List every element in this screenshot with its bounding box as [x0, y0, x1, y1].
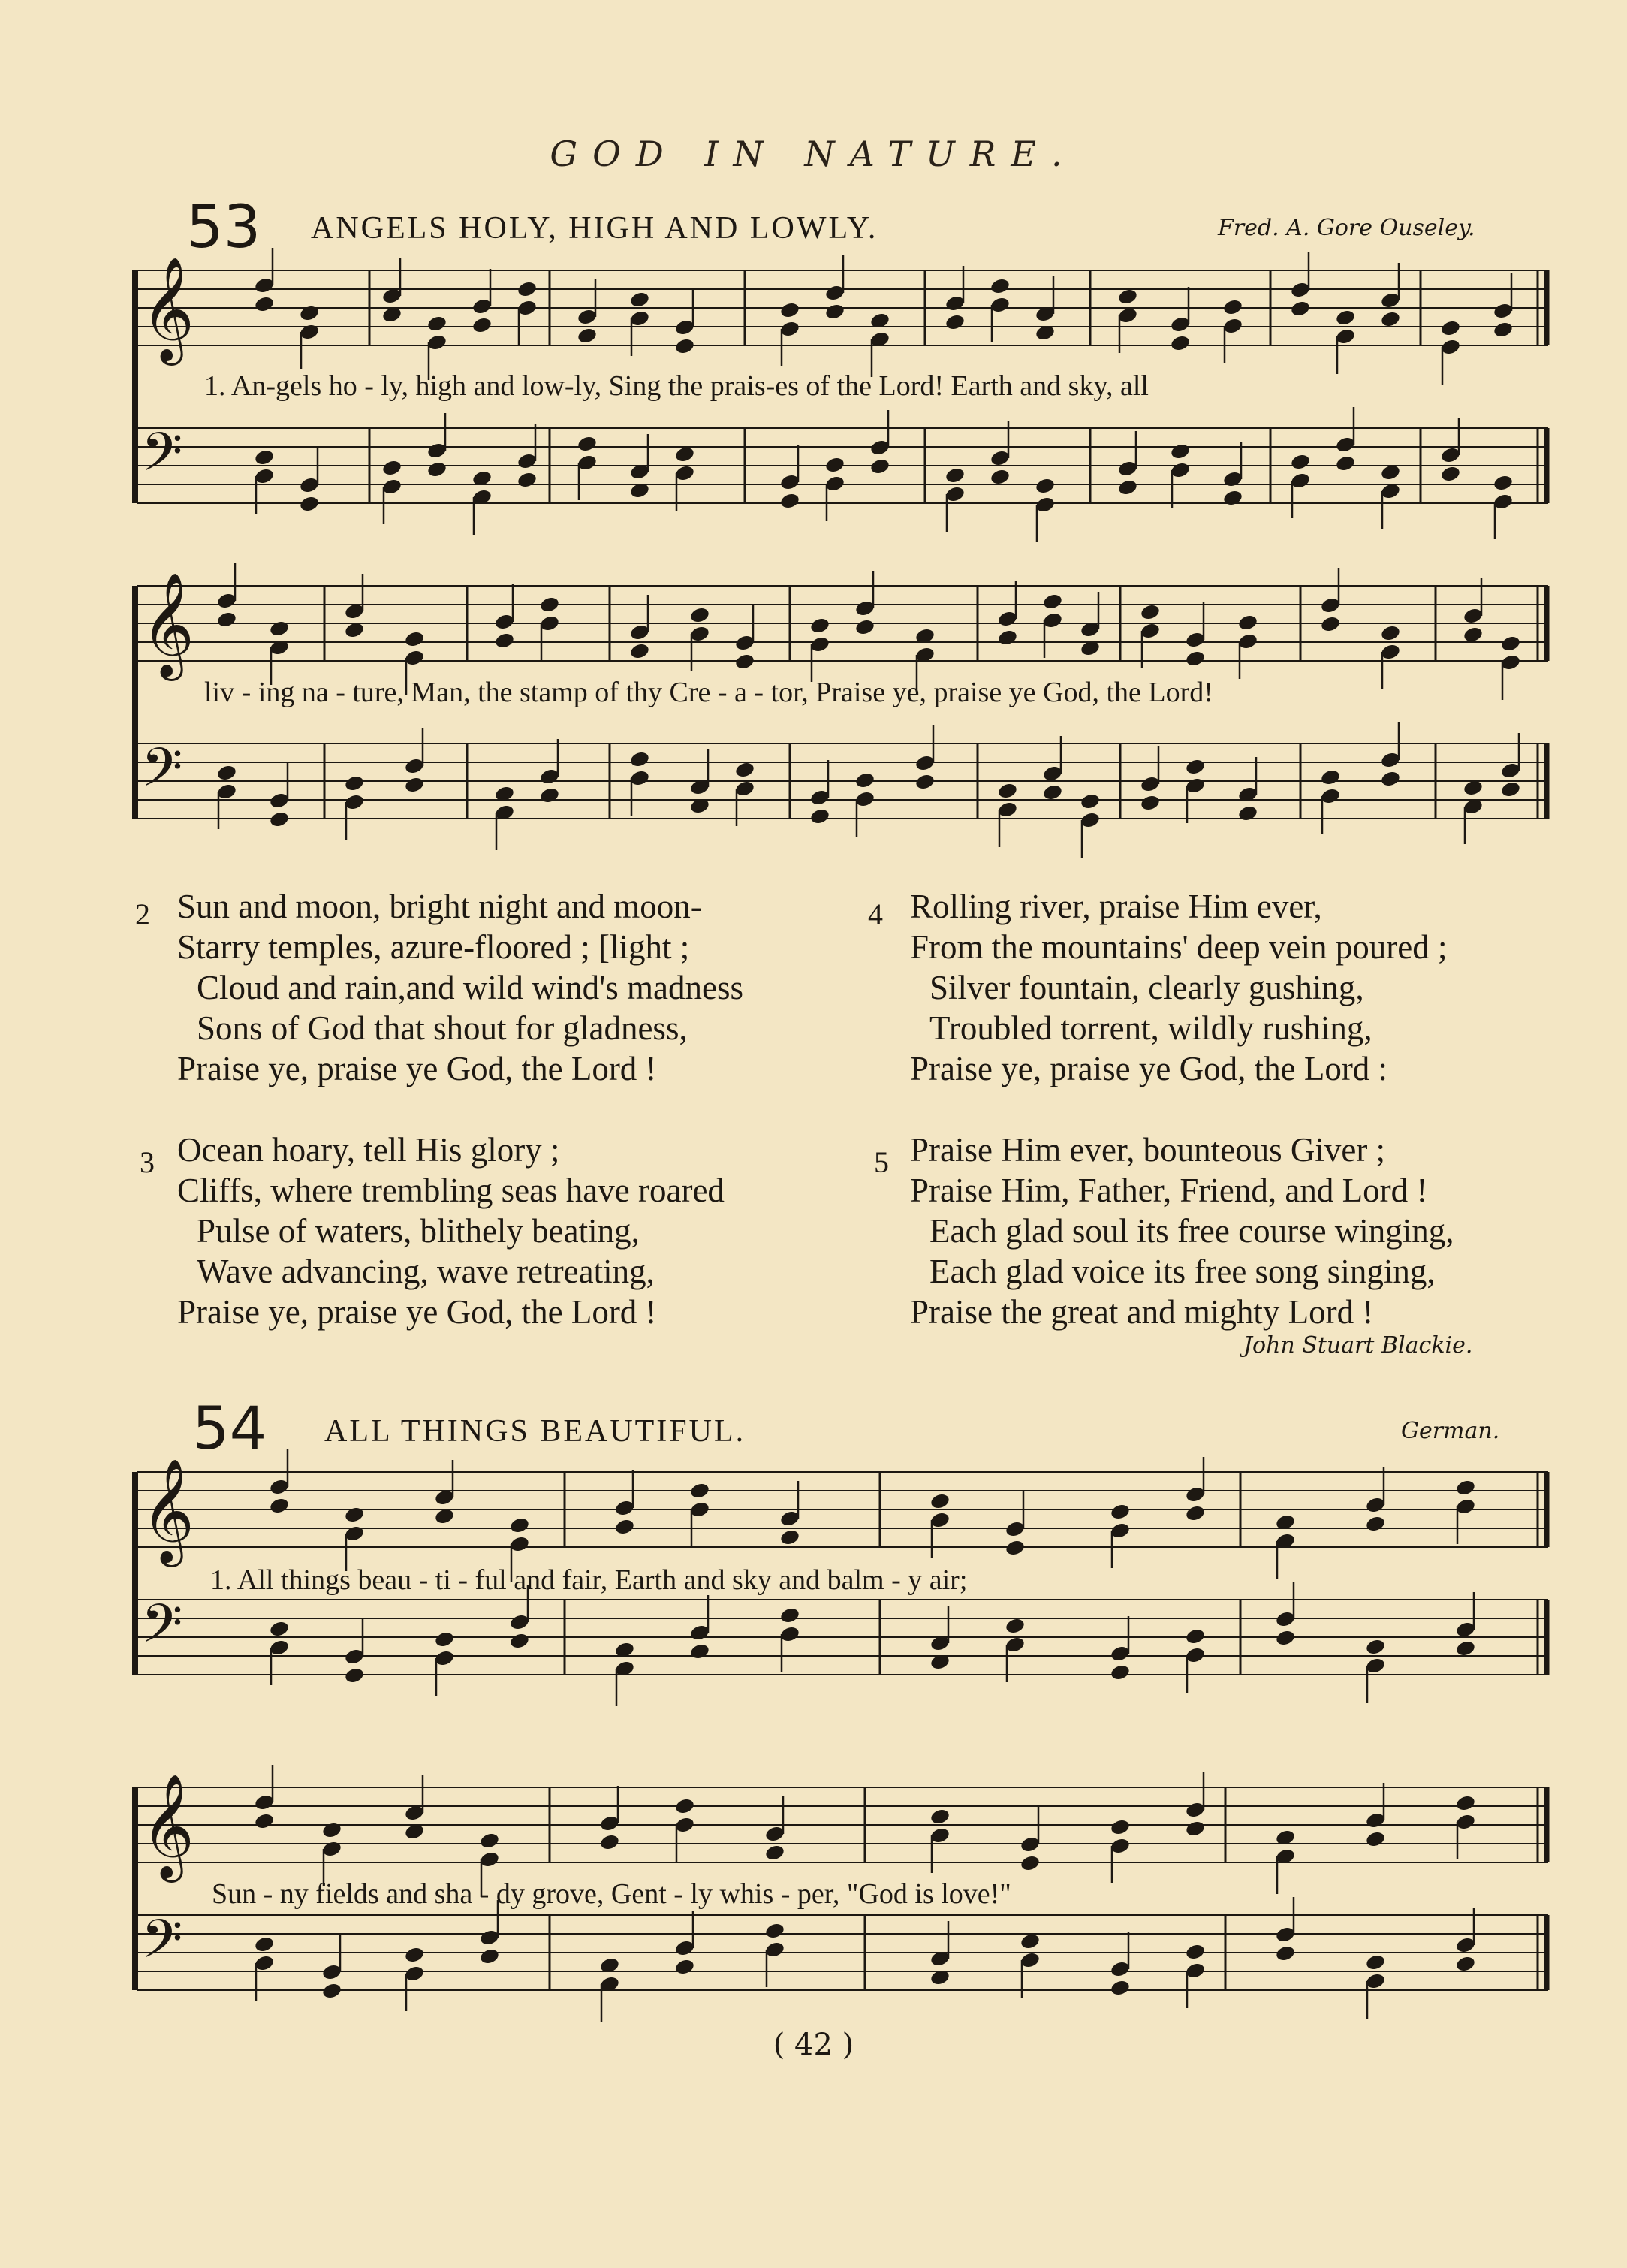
- verse-line: Pulse of waters, blithely beating,: [197, 1212, 640, 1250]
- section-title: GOD IN NATURE.: [550, 134, 1077, 174]
- lyrics-53-line1: 1. An-gels ho - ly, high and low-ly, Sing the prais-es of the Lord! Earth and sky, all: [204, 370, 1149, 402]
- verse-line: From the mountains' deep vein poured ;: [910, 928, 1448, 966]
- composer-54: German.: [1401, 1418, 1500, 1444]
- composer-53: Fred. A. Gore Ouseley.: [1218, 215, 1475, 241]
- svg-text:𝄞: 𝄞: [141, 257, 194, 361]
- verse-line: Sons of God that shout for gladness,: [197, 1009, 688, 1047]
- page-number: ( 42 ): [773, 2028, 854, 2062]
- verse-line: Starry temples, azure-floored ; [light ;: [177, 928, 690, 966]
- verse-number: 3: [140, 1145, 155, 1179]
- verse-line: Ocean hoary, tell His glory ;: [177, 1131, 560, 1169]
- verse-line: Praise ye, praise ye God, the Lord !: [177, 1050, 657, 1087]
- verse-number: 5: [874, 1145, 889, 1179]
- lyrics-54-line2: Sun - ny fields and sha - dy grove, Gent - ly whis - per, "God is love!": [212, 1878, 1011, 1910]
- lyrics-53-line2: liv - ing na - ture, Man, the stamp of thy Cre - a - tor, Praise ye, praise ye God, the Lord!: [204, 677, 1213, 708]
- author-53: John Stuart Blackie.: [1243, 1332, 1473, 1359]
- hymn-title-53: ANGELS HOLY, HIGH AND LOWLY.: [311, 211, 878, 246]
- verse-line: Praise Him, Father, Friend, and Lord !: [910, 1172, 1428, 1209]
- verse-2: [135, 886, 841, 1089]
- svg-text:𝄞: 𝄞: [141, 572, 194, 677]
- svg-text:𝄢: 𝄢: [141, 1593, 183, 1668]
- verse-line: Each glad soul its free course winging,: [929, 1212, 1454, 1250]
- verse-number: 4: [868, 897, 883, 931]
- verse-3: [135, 1129, 841, 1332]
- verse-line: Praise Him ever, bounteous Giver ;: [910, 1131, 1386, 1169]
- verse-line: Sun and moon, bright night and moon-: [177, 888, 702, 925]
- verse-line: Each glad voice its free song singing,: [929, 1253, 1436, 1290]
- verse-line: Praise ye, praise ye God, the Lord :: [910, 1050, 1388, 1087]
- verse-number: 2: [135, 897, 150, 931]
- verse-line: Cliffs, where trembling seas have roared: [177, 1172, 725, 1209]
- verse-line: Praise ye, praise ye God, the Lord !: [177, 1293, 657, 1331]
- hymn-title-54: ALL THINGS BEAUTIFUL.: [324, 1414, 746, 1449]
- svg-text:𝄞: 𝄞: [141, 1774, 194, 1878]
- svg-text:𝄞: 𝄞: [141, 1458, 194, 1563]
- hymn-number-54: 54: [192, 1395, 267, 1463]
- svg-text:𝄢: 𝄢: [141, 421, 183, 496]
- verse-line: Wave advancing, wave retreating,: [197, 1253, 655, 1290]
- svg-text:𝄢: 𝄢: [141, 737, 183, 812]
- verse-line: Cloud and rain,and wild wind's madness: [197, 969, 744, 1006]
- verse-line: Troubled torrent, wildly rushing,: [929, 1009, 1372, 1047]
- verse-line: Praise the great and mighty Lord !: [910, 1293, 1374, 1331]
- verse-line: Rolling river, praise Him ever,: [910, 888, 1322, 925]
- hymn-number-53: 53: [186, 194, 261, 261]
- verse-4: [868, 886, 1619, 1089]
- verse-line: Silver fountain, clearly gushing,: [929, 969, 1364, 1006]
- verse-5: [868, 1129, 1619, 1332]
- svg-text:𝄢: 𝄢: [141, 1908, 183, 1983]
- lyrics-54-line1: 1. All things beau - ti - ful and fair, Earth and sky and balm - y air;: [210, 1564, 968, 1596]
